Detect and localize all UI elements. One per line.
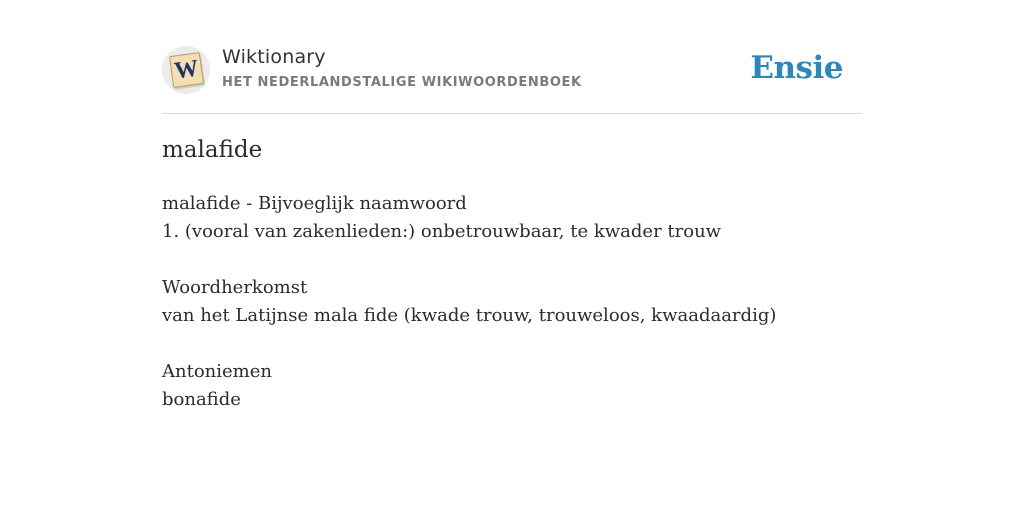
site-tagline: HET NEDERLANDSTALIGE WIKIWOORDENBOEK	[222, 75, 582, 90]
page-container	[162, 0, 862, 410]
spacer	[162, 246, 776, 274]
entry-body	[162, 190, 776, 414]
headword-line: malafide - Bijvoeglijk naamwoord	[162, 193, 467, 214]
antonyms-heading: Antoniemen	[162, 361, 272, 382]
etymology-heading: Woordherkomst	[162, 277, 308, 298]
etymology-text: van het Latijnse mala fide (kwade trouw, trouweloos, kwaadaardig)	[162, 305, 777, 326]
header	[162, 0, 862, 114]
spacer	[162, 330, 776, 358]
page-title: malafide	[162, 137, 263, 163]
ensie-brand-logo[interactable]: Ensie	[750, 50, 843, 86]
logo-letter: W	[169, 52, 204, 88]
wiktionary-logo-icon[interactable]	[162, 46, 210, 94]
site-name[interactable]: Wiktionary	[222, 46, 326, 68]
antonyms-text: bonafide	[162, 389, 241, 410]
definition-line: 1. (vooral van zakenlieden:) onbetrouwbaar, te kwader trouw	[162, 221, 722, 242]
